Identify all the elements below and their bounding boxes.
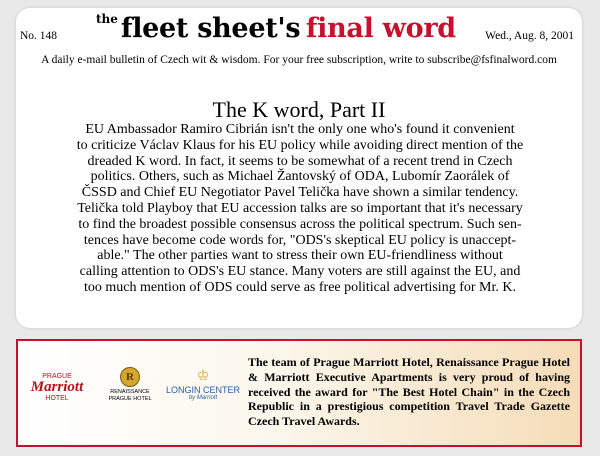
article-line: calling attention to ODS's EU stance. Many voters are still against the EU, and [79, 264, 521, 280]
article-line: tences have become code words for, "ODS's skeptical EU policy is unaccept- [83, 232, 517, 248]
hotel-logos [22, 367, 242, 423]
article-line: ČSSD and Chief EU Negotiator Pavel Telička have shown a similar tendency. [81, 185, 519, 201]
masthead-logo [96, 12, 456, 44]
logo-fleet-sheet: fleet sheet's [120, 13, 301, 44]
renaissance-emblem-icon: R [120, 367, 140, 387]
renaissance-name-text: RENAISSANCE PRAGUE HOTEL [108, 389, 152, 402]
marriott-logo [26, 373, 88, 402]
marriott-hotel-text: HOTEL [45, 395, 69, 402]
logo-the: the [96, 12, 118, 26]
longin-center-logo [166, 369, 240, 401]
renaissance-logo [100, 367, 160, 403]
longin-crown-icon: ♔ [196, 369, 210, 384]
article-line: politics. Others, such as Michael Žantovský of ODA, Lubomír Zaorálek of [90, 169, 510, 185]
article-line: to find the broadest possible consensus across the political spectrum. Such sen- [78, 216, 522, 232]
tagline: A daily e-mail bulletin of Czech wit & wisdom. For your free subscription, write to subscribe@fsfinalword.com [41, 54, 557, 66]
longin-sub-text: by Marriott [188, 395, 218, 401]
ad-text: The team of Prague Marriott Hotel, Renaissance Prague Hotel & Marriott Executive Apartments is very proud of having received the award for "The Best Hotel Chain" in the Czech Republic in a prestigious competition Travel Trade Gazette Czech Travel Awards. [248, 355, 570, 429]
article-line: able." The other parties want to stress their own EU-friendliness without [97, 248, 503, 264]
marriott-prague-text: PRAGUE [42, 373, 72, 380]
article-line: Telička told Playboy that EU accession talks are so important that it's necessary [77, 200, 523, 216]
masthead [16, 12, 582, 48]
article-paragraph [30, 122, 570, 296]
logo-final-word: final word [305, 13, 456, 44]
newsletter-card [16, 8, 582, 328]
article-headline: The K word, Part II [212, 96, 386, 122]
marriott-advertisement[interactable] [16, 339, 582, 447]
article-line: dreaded K word. In fact, it seems to be somewhat of a recent trend in Czech [87, 153, 513, 169]
marriott-brand-text: Marriott [30, 379, 84, 395]
article-line: too much mention of ODS could serve as free political advertising for Mr. K. [84, 279, 516, 295]
article-body [30, 122, 570, 296]
longin-name-text: LONGIN CENTER [166, 385, 241, 395]
issue-date: Wed., Aug. 8, 2001 [485, 30, 574, 42]
issue-number: No. 148 [20, 30, 58, 42]
article-line: EU Ambassador Ramiro Cibrián isn't the only one who's found it convenient [85, 122, 515, 137]
article-line: to criticize Václav Klaus for his EU policy while avoiding direct mention of the [76, 137, 524, 153]
